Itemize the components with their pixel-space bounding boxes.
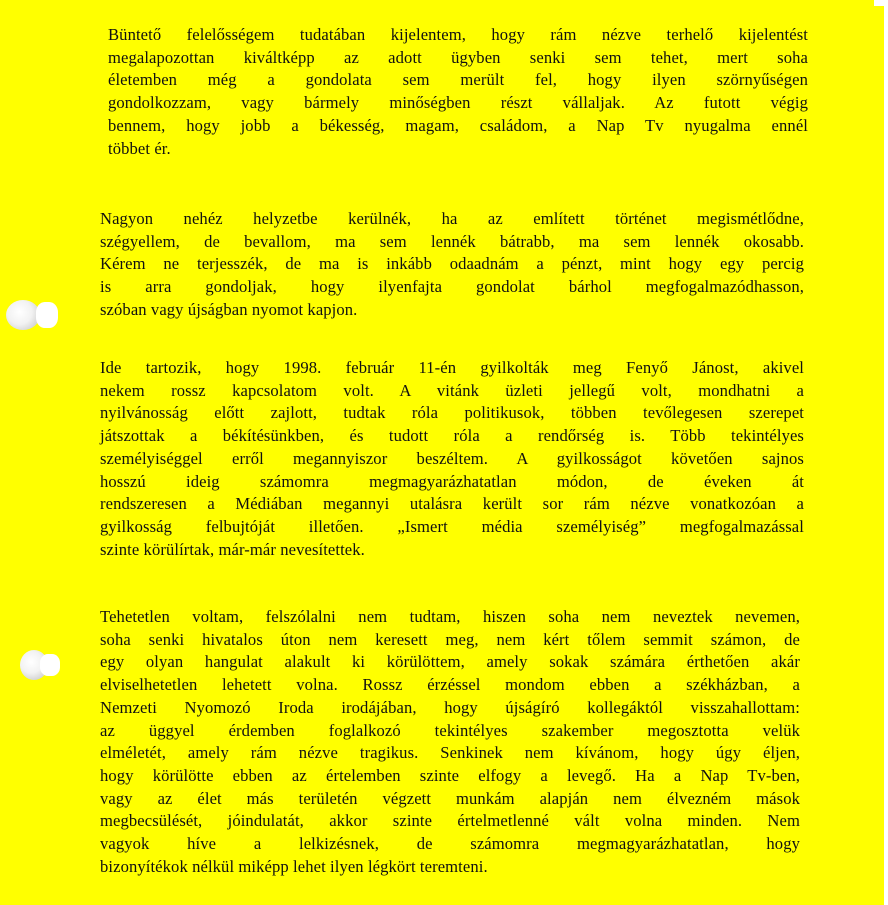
- text-line: személyiséggel erről megannyiszor beszéltem. A gyilkosságot követően sajnos: [100, 448, 804, 468]
- text-line: az üggyel érdemben foglalkozó tekintélyes szakember megosztotta velük: [100, 720, 800, 740]
- text-line: is arra gondoljak, hogy ilyenfajta gondolat bárhol megfogalmazódhasson,: [100, 277, 804, 297]
- text-line: Kérem ne terjesszék, de ma is inkább odaadnám a pénzt, mint hogy egy percig: [100, 254, 804, 274]
- text-line: hogy körülötte ebben az értelemben szinte elfogy a levegő. Ha a Nap Tv-ben,: [100, 765, 800, 785]
- text-line: vagyok híve a lelkizésnek, de számomra megmagyarázhatatlan, hogy: [100, 834, 800, 854]
- text-line: elméletét, amely rám nézve tragikus. Senkinek nem kívánom, hogy úgy éljen,: [100, 743, 800, 763]
- text-line: gondolkozzam, vagy bármely minőségben részt vállaljak. Az futott végig: [108, 93, 808, 113]
- text-line: szóban vagy újságban nyomot kapjon.: [100, 299, 358, 319]
- text-line: megbecsülését, jóindulatát, akkor szinte értelmetlenné vált volna minden. Nem: [100, 811, 800, 831]
- text-line: Nemzeti Nyomozó Iroda irodájában, hogy újságíró kollegáktól visszahallottam:: [100, 697, 800, 717]
- text-line: Büntető felelősségem tudatában kijelentem, hogy rám nézve terhelő kijelentést: [108, 25, 808, 44]
- text-line: többet ér.: [108, 138, 171, 158]
- text-line: egy olyan hangulat alakult ki körülöttem, amely sokak számára érthetően akár: [100, 652, 800, 672]
- punch-hole-bottom-edge: [40, 654, 60, 676]
- paragraph-4: [100, 606, 800, 878]
- text-line: rendszeresen a Médiában megannyi utalásra került sor rám nézve vonatkozóan a: [100, 494, 804, 514]
- scan-edge-corner: [874, 0, 884, 6]
- paragraph-1: [108, 24, 808, 160]
- text-line: megalapozottan kiváltképp az adott ügyben senki sem tehet, mert soha: [108, 47, 808, 67]
- paragraph-3: [100, 357, 804, 561]
- text-line: nyilvánosság előtt zajlott, tudtak róla politikusok, többen tevőlegesen szerepet: [100, 403, 804, 423]
- text-line: nekem rossz kapcsolatom volt. A vitánk üzleti jellegű volt, mondhatni a: [100, 380, 804, 400]
- text-line: vagy az élet más területén végzett munkám alapján nem élvezném mások: [100, 788, 800, 808]
- text-line: szinte körülírtak, már-már nevesítettek.: [100, 539, 365, 559]
- text-line: gyilkosság felbujtóját illetően. „Ismert média személyiség” megfogalmazással: [100, 516, 804, 536]
- text-line: Tehetetlen voltam, felszólalni nem tudtam, hiszen soha nem neveztek nevemen,: [100, 607, 800, 626]
- text-line: szégyellem, de bevallom, ma sem lennék bátrabb, ma sem lennék okosabb.: [100, 231, 804, 251]
- text-line: Nagyon nehéz helyzetbe kerülnék, ha az említett történet megismétlődne,: [100, 209, 804, 228]
- text-line: hosszú ideig számomra megmagyarázhatatlan módon, de éveken át: [100, 471, 804, 491]
- text-line: játszottak a békítésünkben, és tudott róla a rendőrség is. Több tekintélyes: [100, 426, 804, 446]
- punch-hole-top: [6, 300, 40, 330]
- punch-hole-top-edge: [36, 302, 58, 328]
- text-line: elviselhetetlen lehetett volna. Rossz érzéssel mondom ebben a székházban, a: [100, 675, 800, 695]
- paragraph-2: [100, 208, 804, 322]
- text-line: Ide tartozik, hogy 1998. február 11-én gyilkolták meg Fenyő Jánost, akivel: [100, 358, 804, 377]
- text-line: életemben még a gondolata sem merült fel, hogy ilyen szörnyűségen: [108, 70, 808, 90]
- text-line: bizonyítékok nélkül miképp lehet ilyen légkört teremteni.: [100, 856, 488, 876]
- text-line: soha senki hivatalos úton nem keresett meg, nem kért tőlem semmit számon, de: [100, 629, 800, 649]
- text-line: bennem, hogy jobb a békesség, magam, családom, a Nap Tv nyugalma ennél: [108, 115, 808, 135]
- scan-edge: [884, 0, 888, 905]
